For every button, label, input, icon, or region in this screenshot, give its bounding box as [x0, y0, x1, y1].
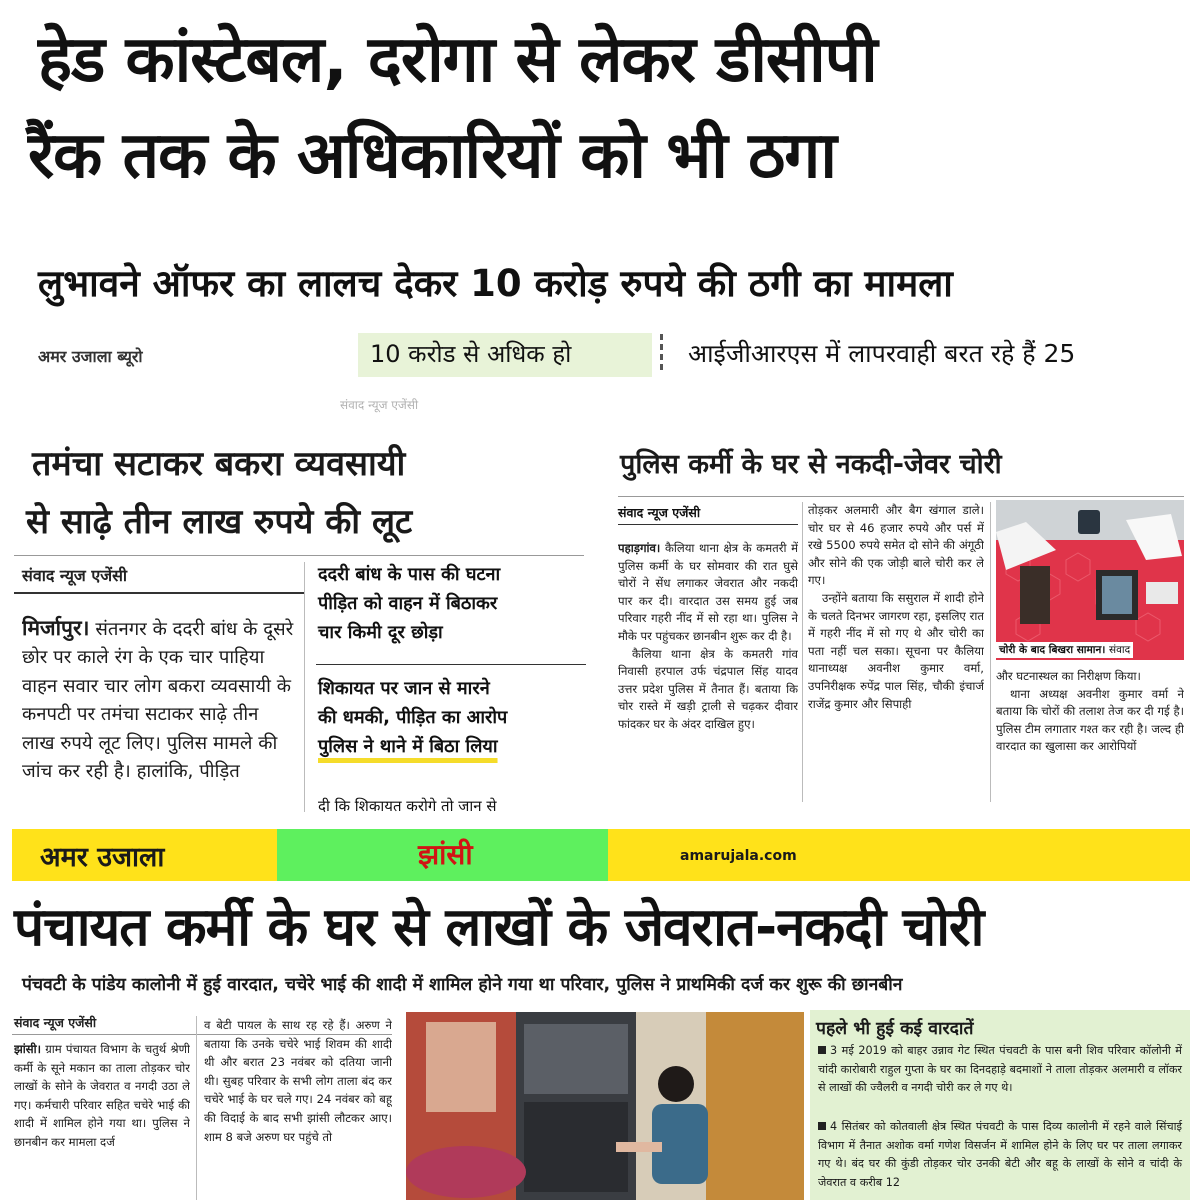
side-box-2	[318, 674, 594, 761]
top-subheadline: लुभावने ऑफर का लालच देकर 10 करोड़ रुपये की ठगी का मामला	[38, 262, 953, 305]
right-col3-p1: और घटनास्थल का निरीक्षण किया।	[996, 669, 1141, 683]
bullet-icon	[818, 1046, 826, 1054]
left-headline-line1: तमंचा सटाकर बकरा व्यवसायी	[32, 444, 406, 484]
divider	[618, 524, 798, 525]
column-divider	[196, 1016, 197, 1200]
bottom-col1-text: ग्राम पंचायत विभाग के चतुर्थ श्रेणी कर्मी के सूने मकान का ताला तोड़कर चोर लाखों के सोने के जेवरात व नगदी उठा ले गए। कर्मचारी परिवार सहित चचेरे भाई की शादी में शामिल होने गया था। पुलिस ने छानबीन कर मामला दर्ज	[14, 1042, 190, 1149]
bottom-col2: व बेटी पायल के साथ रह रहे हैं। अरुण ने बताया कि उनके चचेरे भाई शिवम की शादी थी और बरात 23 नवंबर को दतिया जानी थी। सुबह परिवार के सभी लोग ताला बंद कर चचेरे भाई के घर चले गए। 24 नवंबर को बहू की विदाई के बाद सभी झांसी लौटकर आए। शाम 8 बजे अरुण घर पहुंचे तो	[204, 1018, 392, 1144]
masthead-site: amarujala.com	[680, 848, 797, 864]
teaser-text	[688, 336, 1075, 370]
box-item-2-text: 4 सितंबर को कोतवाली क्षेत्र स्थित पंचवटी के पास दिव्य कालोनी में रहने वाले सिंचाई विभाग में तैनात अशोक वर्मा गणेश विसर्जन में शामिल होने के लिए घर पर ताला लगाकर गए थे। बंद घर की कुंडी तोड़कर चोर उनकी बेटी और बहू के लाखों के सोने व चांदी के जेवरात व करीब 12	[818, 1120, 1182, 1189]
scattered-items-photo	[996, 500, 1184, 660]
masthead-band	[12, 829, 1190, 881]
photo-caption-credit: संवाद	[1108, 644, 1131, 656]
column-divider	[990, 502, 991, 802]
right-col3-p2: थाना अध्यक्ष अवनीश कुमार वर्मा ने बताया कि चोरों की तलाश तेज कर दी गई है। पुलिस टीम लगातार गश्त कर रही है। जल्द ही वारदात का खुलासा कर आरोपियों	[996, 686, 1184, 754]
side-box-1-line: चार किमी दूर छोड़ा	[318, 622, 443, 643]
photo-graphic	[406, 1012, 804, 1200]
right-col2	[808, 502, 984, 802]
side-tail-text: दी कि शिकायत करोगे तो जान से	[318, 797, 497, 812]
right-col1-p1: कैलिया थाना क्षेत्र के कमतरी में पुलिस कर्मी के घर सोमवार की रात घुसे चोरों ने सेंध लगाकर जेवरात और नकदी पार कर दी। वारदात उस समय हुई जब परिवार गहरी नींद में सो रहा था। पुलिस ने मौके पर पहुंचकर छानबीन शुरू कर दी है।	[618, 541, 798, 643]
side-box-1	[318, 560, 588, 647]
right-col2-p2: उन्होंने बताया कि ससुराल में शादी होने के चलते दिनभर जागरण रहा, इसलिए रात में गहरी नींद में सो गए थे और चोरी का पता नहीं चल सका। सूचना पर कैलिया थानाध्यक्ष अवनीश कुमार वर्मा, उपनिरीक्षक रुपेंद्र पाल सिंह, चौकी इंचार्ज राजेंद्र कुमार और सिपाही	[808, 590, 984, 711]
dashed-divider	[660, 334, 663, 370]
side-box-2-line: पुलिस ने थाने में बिठा लिया	[318, 736, 498, 757]
bottom-agency: संवाद न्यूज एजेंसी	[14, 1015, 97, 1030]
bottom-headline: पंचायत कर्मी के घर से लाखों के जेवरात-नकदी चोरी	[14, 897, 984, 958]
right-col2-p1: तोड़कर अलमारी और बैग खंगाल डाले। चोर घर से 46 हजार रुपये और पर्स में रखे 5500 रुपये समेत दो सोने की अंगूठी और सोने की एक जोड़ी बाले चोरी कर ले गए।	[808, 503, 984, 588]
right-agency: संवाद न्यूज एजेंसी	[618, 505, 701, 520]
teaser-page: 25	[1043, 339, 1076, 368]
left-story	[0, 392, 596, 812]
top-headline-line1: हेड कांस्टेबल, दरोगा से लेकर डीसीपी	[38, 23, 877, 97]
left-headline-line2: से साढ़े तीन लाख रुपये की लूट	[26, 502, 413, 542]
right-story	[600, 392, 1200, 812]
bottom-clipping	[0, 812, 1200, 1200]
side-box-2-line: शिकायत पर जान से मारने	[318, 678, 490, 699]
masthead-city: झांसी	[418, 838, 473, 871]
right-dateline: पहाड़गांव।	[618, 541, 661, 555]
box-item-2	[818, 1118, 1182, 1192]
previous-incidents-box	[810, 1010, 1190, 1200]
right-col1	[618, 540, 798, 802]
divider	[316, 664, 586, 665]
left-dateline: मिर्जापुर।	[22, 616, 90, 640]
bottom-col1	[14, 1040, 190, 1200]
side-box-1-line: ददरी बांध के पास की घटना	[318, 564, 501, 585]
masthead-logo: अमर उजाला	[40, 842, 165, 873]
divider	[618, 496, 1184, 497]
bottom-dateline: झांसी।	[14, 1042, 42, 1056]
side-box-2-line: की धमकी, पीड़ित का आरोप	[318, 707, 508, 728]
middle-clippings	[0, 392, 1200, 812]
divider	[14, 592, 304, 594]
column-divider	[304, 562, 305, 812]
divider	[14, 555, 584, 556]
box-title: पहले भी हुई कई वारदातें	[816, 1019, 974, 1039]
photo-caption	[996, 642, 1133, 658]
left-agency: संवाद न्यूज एजेंसी	[22, 566, 128, 585]
left-body-text: संतनगर के ददरी बांध के दूसरे छोर पर काले रंग के एक चार पाहिया वाहन सवार चार लोग बकरा व्यवसायी के कनपटी पर तमंचा सटाकर साढ़े तीन लाख रुपये लूट लिए। पुलिस मामले की जांच कर रही है। हालांकि, पीड़ित	[22, 619, 294, 783]
bullet-icon	[818, 1122, 826, 1130]
top-headline-line2: रैंक तक के अधिकारियों को भी ठगा	[28, 119, 836, 193]
box-item-1-text: 3 मई 2019 को बाहर उन्नाव गेट स्थित पंचवटी के पास बनी शिव परिवार कॉलोनी में चांदी कारोबारी राहुल गुप्ता के घर का दिनदहाड़े बदमाशों ने ताला तोड़कर अलमारी व लॉकर से लाखों की ज्वैलरी व नगदी चोरी कर ले गए थे।	[818, 1044, 1182, 1094]
column-divider	[802, 502, 803, 802]
right-col1-p2: कैलिया थाना क्षेत्र के कमतरी गांव निवासी हरपाल उर्फ चंद्रपाल सिंह यादव उत्तर प्रदेश पुलिस में तैनात हैं। बताया कि चोर रास्ते में खड़ी ट्राली से चढ़कर दीवार फांदकर घर के अंदर दाखिल हुए।	[618, 646, 798, 731]
teaser-label: आईजीआरएस में लापरवाही बरत रहे हैं	[688, 339, 1036, 368]
box-item-1	[818, 1042, 1182, 1098]
right-col3	[996, 668, 1184, 802]
photo-caption-text: चोरी के बाद बिखरा सामान।	[999, 644, 1106, 656]
left-body	[22, 614, 294, 806]
highlight-text: 10 करोड से अधिक हो	[358, 333, 652, 377]
side-box-1-line: पीड़ित को वाहन में बिठाकर	[318, 593, 498, 614]
top-clipping	[0, 0, 1200, 392]
house-photo	[406, 1012, 804, 1200]
photo-graphic	[996, 500, 1184, 660]
right-headline: पुलिस कर्मी के घर से नकदी-जेवर चोरी	[620, 449, 1002, 480]
bottom-deck: पंचवटी के पांडेय कालोनी में हुई वारदात, चचेरे भाई की शादी में शामिल होने गया था परिवार, पुलिस ने प्राथमिकी दर्ज कर शुरू की छानबीन	[22, 975, 903, 995]
top-byline: अमर उजाला ब्यूरो	[38, 347, 143, 366]
clip-top-text: संवाद न्यूज एजेंसी	[340, 398, 419, 412]
